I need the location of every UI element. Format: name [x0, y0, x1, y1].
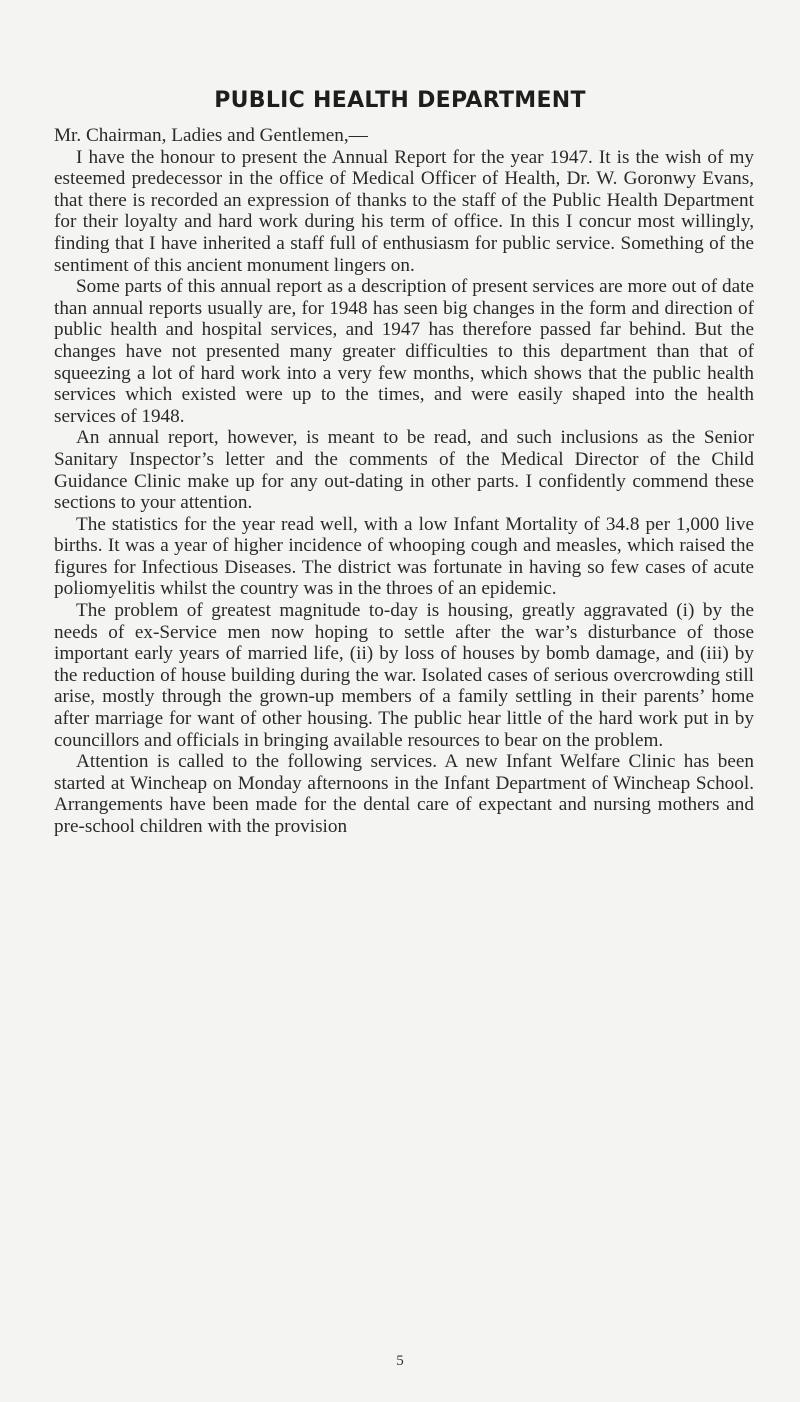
paragraph-introduction: I have the honour to present the Annual Report for the year 1947. It is the wish of my esteemed predecessor in the office of Medical Officer of Health, Dr. W. Goronwy Evans, that there is recorded an expression of thanks to the staff of the Public Health Department for their loyalty and hard work during his term of office. In this I concur most willingly, finding that I have inherited a staff full of enthusiasm for public service. Something of the sentiment of this ancient monument lingers on.: [54, 146, 754, 276]
paragraph-service-changes: Some parts of this annual report as a description of present services are more out of date than annual reports usually are, for 1948 has seen big changes in the form and direction of public health and hospital services, and 1947 has therefore passed far behind. But the changes have not presented many greater difficulties to this department than that of squeezing a lot of hard work into a very few months, which shows that the public health services which existed were up to the times, and were easily shaped into the health services of 1948.: [54, 276, 754, 427]
page-title: PUBLIC HEALTH DEPARTMENT: [214, 88, 586, 113]
paragraph-statistics: The statistics for the year read well, with a low Infant Mortality of 34.8 per 1,000 live births. It was a year of higher incidence of whooping cough and measles, which raised the figures for Infectious Diseases. The district was fortunate in having so few cases of acute poliomyelitis whilst the country was in the throes of an epidemic.: [54, 513, 754, 600]
salutation: Mr. Chairman, Ladies and Gentlemen,—: [54, 125, 368, 146]
paragraph-housing: The problem of greatest magnitude to-day is housing, greatly aggravated (i) by the needs of ex-Service men now hoping to settle after the war’s disturbance of those important early years of married life, (ii) by loss of houses by bomb damage, and (iii) by the reduction of house building during the war. Isolated cases of serious overcrowding still arise, mostly through the grown-up members of a family settling in their parents’ home after marriage for want of other housing. The public hear little of the hard work put in by councillors and officials in bringing available resources to bear on the problem.: [54, 600, 754, 751]
paragraph-services: Attention is called to the following services. A new Infant Welfare Clinic has been started at Wincheap on Monday afternoons in the Infant Department of Wincheap School. Arrangements have been made for the dental care of expectant and nursing mothers and pre-school children with the provision: [54, 751, 754, 837]
page-number: 5: [396, 1353, 404, 1369]
report-body: [54, 125, 754, 838]
paragraph-report-inclusions: An annual report, however, is meant to be read, and such inclusions as the Senior Sanitary Inspector’s letter and the comments of the Medical Director of the Child Guidance Clinic make up for any out-dating in other parts. I confidently commend these sections to your attention.: [54, 427, 754, 514]
